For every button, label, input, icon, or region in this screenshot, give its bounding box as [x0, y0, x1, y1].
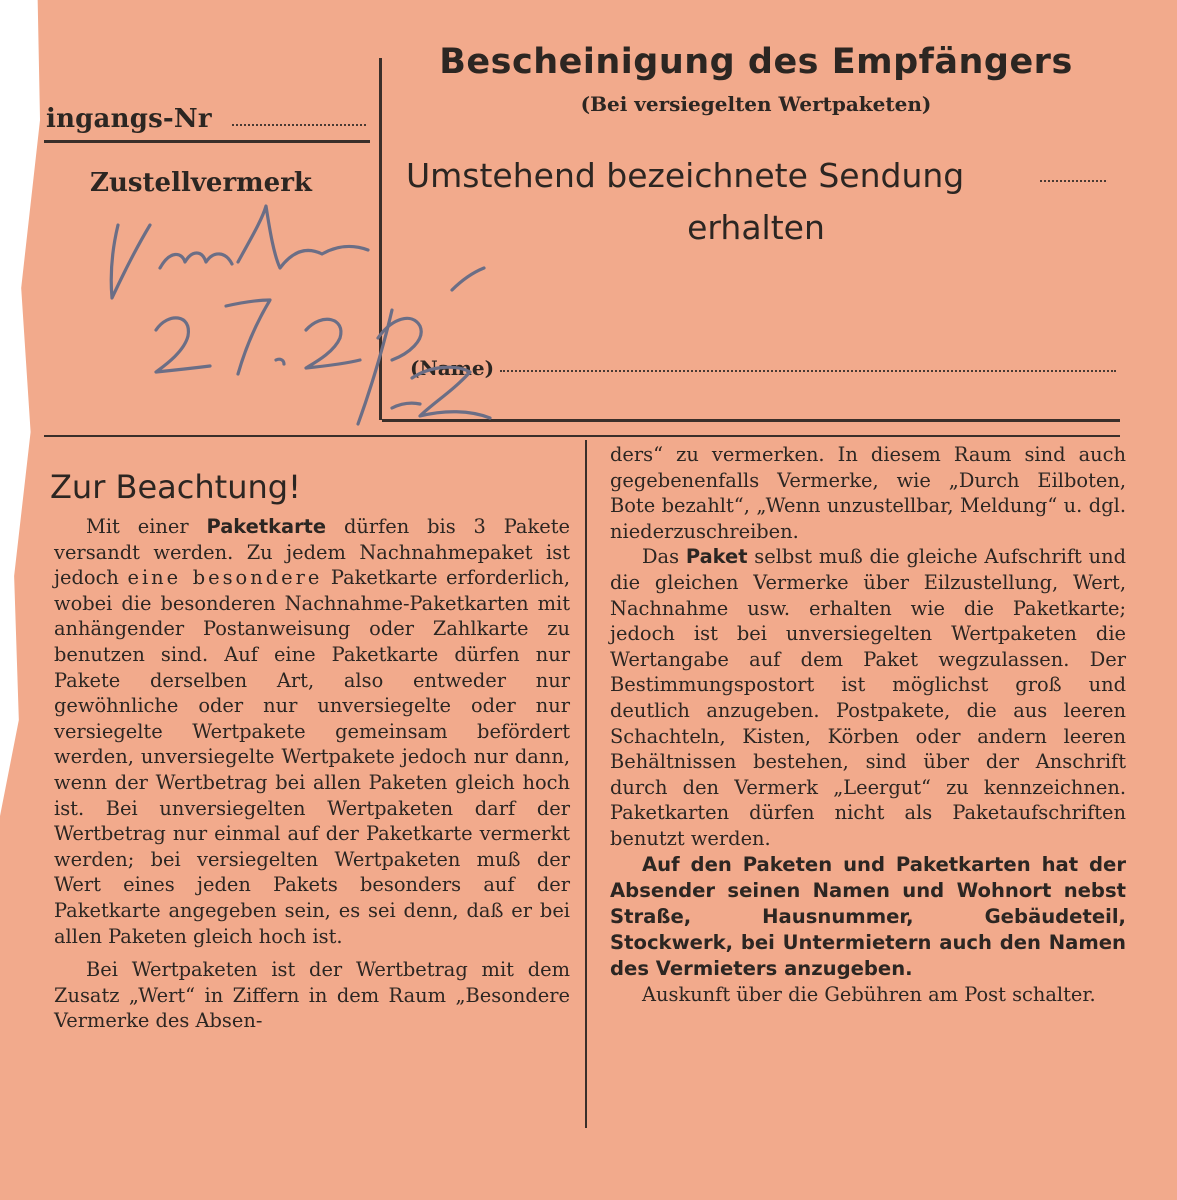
right-paragraph-2: Das Paket selbst muß die gleiche Aufschrift und die gleichen Vermerke über Eilzustellung, Wert, Nachnahme usw. erhalten wie die Paketkarte; jedoch ist bei unversiegelten Wertpaketen die Wertangabe auf dem Paket wegzulassen. Der Bestimmungspostort ist möglichst groß und deutlich anzugeben. Postpakete, die aus leeren Schachteln, Kisten, Körben oder andern leeren Behältnissen bestehen, sind über der Anschrift durch den Vermerk „Leergut“ zu kennzeichnen. Paketkarten dürfen nicht als Paketaufschriften benutzt werden. [610, 545, 1126, 850]
main-horizontal-rule-right [382, 419, 1120, 422]
eingangs-nr-dotted-line [232, 124, 366, 126]
left-header-rule [44, 140, 370, 143]
receipt-line-1: Umstehend bezeichnete Sendung [406, 156, 965, 195]
eingangs-nr-label: ingangs-Nr [46, 104, 212, 134]
right-paragraph-4: Auskunft über die Gebühren am Post schalter. [642, 982, 1096, 1006]
notice-heading: Zur Beachtung! [50, 468, 301, 506]
notice-right-column [610, 442, 1126, 1007]
left-paragraph-1: Mit einer Paketkarte dürfen bis 3 Pakete versandt werden. Zu jedem Nachnahmepaket ist jedoch eine besondere Paketkarte erforderlich, wobei die besonderen Nachnahme-Paketkarten mit anhängender Postanweisung oder Zahlkarte zu benutzen sind. Auf eine Paketkarte dürfen nur Pakete derselben Art, also entweder nur gewöhnliche oder nur unversiegelte oder nur versiegelte Wertpakete gemeinsam befördert werden, unversiegelte Wertpakete jedoch nur dann, wenn der Wertbetrag bei allen Paketen gleich hoch ist. Bei unversiegelten Wertpaketen darf der Wertbetrag nur einmal auf der Paketkarte vermerkt werden; bei versiegelten Wertpaketen muß der Wert eines jeden Pakets besonders auf der Paketkarte angegeben sein, es sei denn, daß er bei allen Paketen gleich hoch ist. [54, 515, 570, 948]
name-dotted-line [500, 370, 1116, 372]
top-vertical-divider [379, 58, 382, 420]
receipt-title: Bescheinigung des Empfängers [439, 42, 1073, 82]
zustellvermerk-label: Zustellvermerk [90, 168, 312, 198]
paketkarte-bold: Paketkarte [206, 515, 327, 538]
receipt-subtitle: (Bei versiegelten Wertpaketen) [580, 92, 932, 116]
name-label: (Name) [410, 356, 495, 380]
main-horizontal-rule-left [44, 435, 1120, 437]
besondere-spaced: eine besondere [127, 566, 323, 590]
right-paragraph-1: ders“ zu vermerken. In diesem Raum sind auch gegebenenfalls Vermerke, wie „Durch Eilboten, Bote bezahlt“, „Wenn unzustellbar, Meldung“ u. dgl. niederzuschreiben. [610, 443, 1126, 543]
right-paragraph-3: Auf den Paketen und Paketkarten hat der Absender seinen Namen und Wohnort nebst Straße, Hausnummer, Gebäudeteil, Stockwerk, bei Untermietern auch den Namen des Vermieters anzugeben. [610, 852, 1126, 980]
receipt-dotted-line [1040, 180, 1106, 182]
notice-left-column [54, 514, 570, 1034]
paket-bold: Paket [685, 545, 748, 569]
left-paragraph-2: Bei Wertpaketen ist der Wertbetrag mit dem Zusatz „Wert“ in Ziffern in dem Raum „Besondere Vermerke des Absen- [54, 958, 570, 1033]
receipt-line-2: erhalten [687, 208, 825, 247]
column-divider [585, 440, 587, 1128]
